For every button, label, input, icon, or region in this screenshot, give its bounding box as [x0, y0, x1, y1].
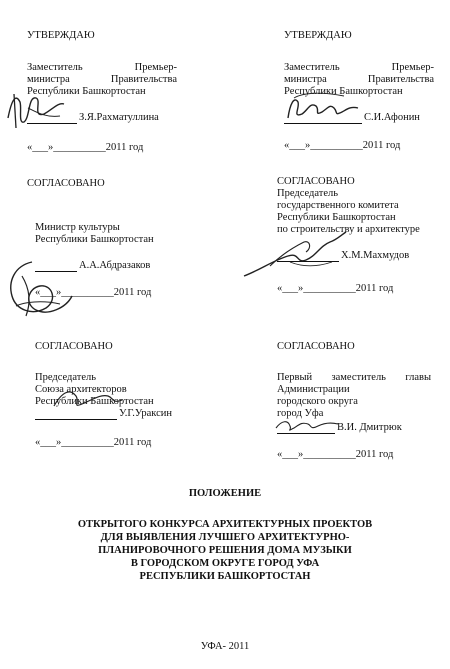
place-and-year: УФА- 2011	[200, 641, 250, 652]
agreement-date-bottom-right: «___»__________2011 год	[277, 449, 394, 460]
agreer-title-line4-bottom-right: город Уфа	[277, 408, 324, 419]
document-title-line-5: РЕСПУБЛИКИ БАШКОРТОСТАН	[139, 571, 311, 582]
handwritten-signature-abdrazakov	[2, 256, 92, 326]
agreer-title-line3-bottom-right: городского округа	[277, 396, 358, 407]
word: Правительства	[110, 74, 177, 85]
agreer-title-line2-bottom-right: Администрации	[277, 384, 350, 395]
agreer-title-line1-mid-left: Министр культуры	[35, 222, 120, 233]
document-title-line-4: В ГОРОДСКОМ ОКРУГЕ ГОРОД УФА	[130, 558, 320, 569]
agreer-title-line1-mid-right: Председатель	[277, 188, 339, 199]
word: заместитель	[331, 372, 386, 383]
agreement-header-mid-right: СОГЛАСОВАНО	[277, 176, 355, 187]
word: главы	[405, 372, 431, 383]
agreer-name-mid-left: А.А.Абдразаков	[79, 260, 151, 271]
document-heading: ПОЛОЖЕНИЕ	[188, 488, 262, 499]
approval-date-left: «___»__________2011 год	[27, 142, 144, 153]
approver-name-right: С.И.Афонин	[364, 112, 420, 123]
approver-name-left: З.Я.Рахматуллина	[79, 112, 159, 123]
agreer-title-line1-bottom-left: Председатель	[35, 372, 97, 383]
word: Первый	[277, 372, 313, 383]
approver-title-line2-left	[27, 74, 177, 86]
agreer-name-mid-right: Х.М.Махмудов	[341, 250, 410, 261]
approver-title-line3-left: Республики Башкортостан	[27, 86, 146, 97]
agreement-date-mid-right: «___»__________2011 год	[277, 283, 394, 294]
document-title-line-1: ОТКРЫТОГО КОНКУРСА АРХИТЕКТУРНЫХ ПРОЕКТОВ	[77, 519, 373, 530]
word: министра	[27, 74, 70, 85]
handwritten-signature-dmitryuk	[272, 414, 342, 436]
handwritten-signature-uraksin	[48, 384, 128, 412]
agreement-header-bottom-left: СОГЛАСОВАНО	[35, 341, 113, 352]
handwritten-signature-rakhmatullina	[2, 88, 82, 132]
approver-title-line2-right	[284, 74, 434, 86]
approval-header-right: УТВЕРЖДАЮ	[284, 30, 352, 41]
approver-title-line3-right: Республики Башкортостан	[284, 86, 403, 97]
agreer-title-line2-bottom-left: Союза архитекторов	[35, 384, 127, 395]
word: Заместитель	[284, 62, 340, 73]
handwritten-signature-afonin	[284, 88, 364, 124]
approval-date-right: «___»__________2011 год	[284, 140, 401, 151]
agreement-date-mid-left: «___»__________2011 год	[35, 287, 152, 298]
handwritten-signature-makhmudov	[240, 226, 350, 286]
agreer-title-line1-bottom-right	[277, 372, 431, 384]
agreement-date-bottom-left: «___»__________2011 год	[35, 437, 152, 448]
agreer-title-line3-mid-right: Республики Башкортостан	[277, 212, 396, 223]
word: Правительства	[367, 74, 434, 85]
agreer-title-line3-bottom-left: Республики Башкортостан	[35, 396, 154, 407]
agreer-title-line2-mid-right: государственного комитета	[277, 200, 399, 211]
word: Заместитель	[27, 62, 83, 73]
agreement-header-bottom-right: СОГЛАСОВАНО	[277, 341, 355, 352]
agreer-name-bottom-left: У.Г.Ураксин	[119, 408, 173, 419]
word: Премьер-	[134, 62, 177, 73]
approver-title-line1-right	[284, 62, 434, 74]
word: министра	[284, 74, 327, 85]
document-title-line-3: ПЛАНИРОВОЧНОГО РЕШЕНИЯ ДОМА МУЗЫКИ	[98, 545, 352, 556]
document-title-line-2: ДЛЯ ВЫЯВЛЕНИЯ ЛУЧШЕГО АРХИТЕКТУРНО-	[100, 532, 350, 543]
agreer-title-line2-mid-left: Республики Башкортостан	[35, 234, 154, 245]
approval-header-left: УТВЕРЖДАЮ	[27, 30, 95, 41]
approver-title-line1-left	[27, 62, 177, 74]
agreer-name-bottom-right: В.И. Дмитрюк	[337, 422, 402, 433]
agreement-header-mid-left: СОГЛАСОВАНО	[27, 178, 105, 189]
agreer-title-line4-mid-right: по строительству и архитектуре	[277, 224, 420, 235]
word: Премьер-	[391, 62, 434, 73]
